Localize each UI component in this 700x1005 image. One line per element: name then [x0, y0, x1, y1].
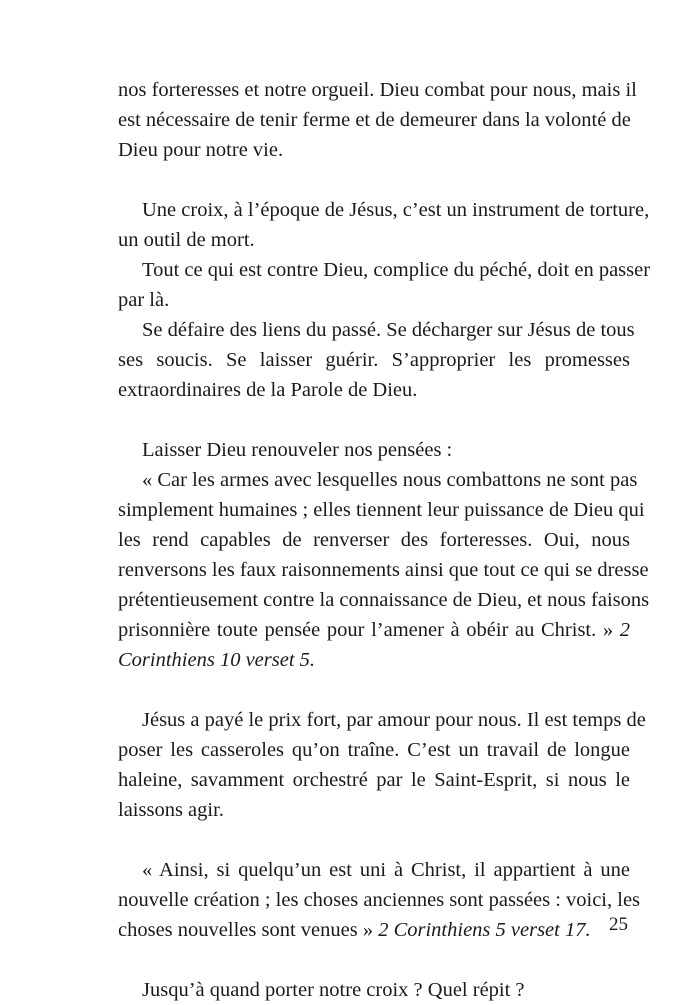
text-line: nouvelle création ; les choses anciennes sont passées : voici, les	[118, 889, 641, 911]
text-line: « Car les armes avec lesquelles nous combattons ne sont pas	[142, 469, 638, 491]
text-line: les rend capables de renverser des forteresses. Oui, nous	[118, 529, 630, 551]
quote-text: prisonnière toute pensée pour l’amener à obéir au Christ. »	[118, 619, 614, 641]
text-line: Tout ce qui est contre Dieu, complice du péché, doit en passer	[142, 259, 651, 281]
text-line: Laisser Dieu renouveler nos pensées :	[142, 439, 453, 461]
text-line	[118, 615, 630, 645]
text-line: renversons les faux raisonnements ainsi que tout ce qui se dresse	[118, 559, 649, 581]
text-line: laissons agir.	[118, 799, 224, 821]
paragraph-gap	[118, 405, 630, 435]
text-line: Une croix, à l’époque de Jésus, c’est un instrument de torture,	[142, 199, 650, 221]
text-line: ses soucis. Se laisser guérir. S’approprier les promesses	[118, 349, 630, 371]
paragraph-gap	[118, 165, 630, 195]
text-line: prétentieusement contre la connaissance de Dieu, et nous faisons	[118, 589, 650, 611]
quote-text: choses nouvelles sont venues »	[118, 919, 374, 941]
paragraph-gap	[118, 825, 630, 855]
paragraph-gap	[118, 945, 630, 975]
text-line: un outil de mort.	[118, 229, 255, 251]
scripture-reference: Corinthiens 10 verset 5.	[118, 649, 316, 671]
text-line: « Ainsi, si quelqu’un est uni à Christ, il appartient à une	[142, 859, 630, 881]
text-line: Jusqu’à quand porter notre croix ? Quel répit ?	[142, 979, 525, 1001]
text-line: nos forteresses et notre orgueil. Dieu combat pour nous, mais il	[118, 79, 637, 101]
paragraph-gap	[118, 675, 630, 705]
page-number: 25	[609, 914, 628, 935]
text-line: est nécessaire de tenir ferme et de demeurer dans la volonté de	[118, 109, 631, 131]
text-line: Jésus a payé le prix fort, par amour pour nous. Il est temps de	[142, 709, 646, 731]
text-line: simplement humaines ; elles tiennent leur puissance de Dieu qui	[118, 499, 645, 521]
text-line	[118, 915, 630, 945]
scripture-reference: 2 Corinthiens 5 verset 17.	[378, 919, 591, 941]
text-line: haleine, savamment orchestré par le Saint-Esprit, si nous le	[118, 769, 630, 791]
text-line	[118, 645, 630, 675]
body-text	[118, 75, 651, 1005]
text-line: extraordinaires de la Parole de Dieu.	[118, 379, 418, 401]
text-line: par là.	[118, 289, 170, 311]
text-line: Dieu pour notre vie.	[118, 139, 284, 161]
text-line: Se défaire des liens du passé. Se décharger sur Jésus de tous	[142, 319, 635, 341]
scripture-reference: 2	[619, 619, 631, 641]
text-line: poser les casseroles qu’on traîne. C’est un travail de longue	[118, 739, 630, 761]
